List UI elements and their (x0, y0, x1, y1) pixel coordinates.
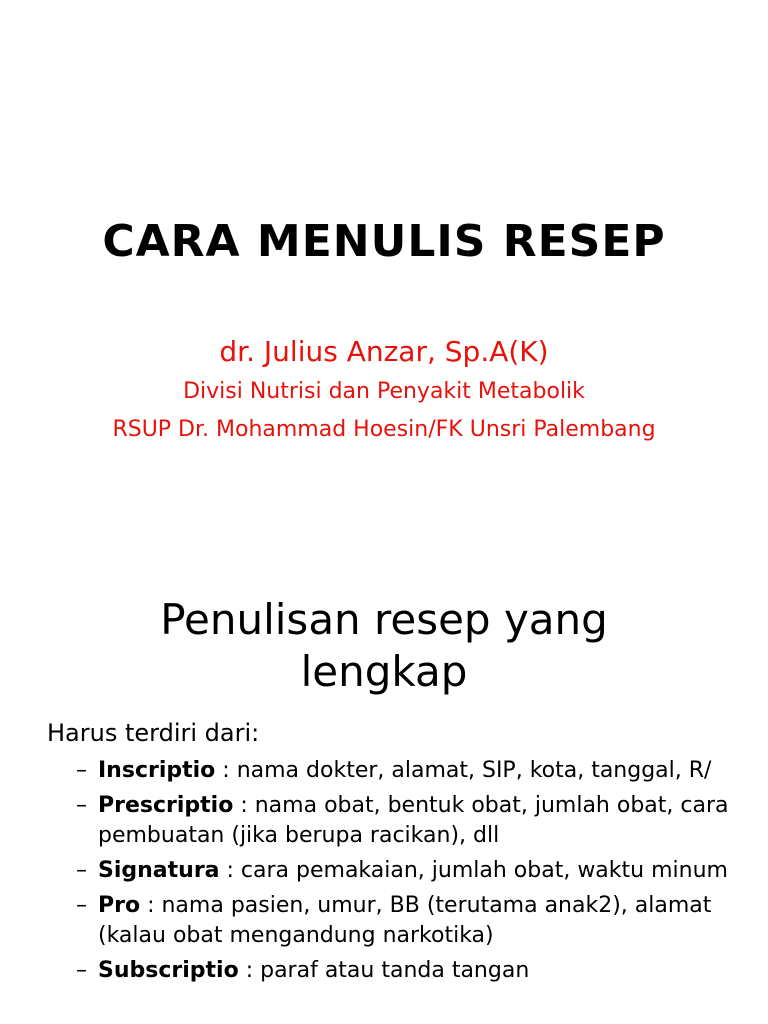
item-description: : cara pemakaian, jumlah obat, waktu minum (219, 858, 728, 883)
item-description: : paraf atau tanda tangan (238, 958, 530, 983)
author-name: dr. Julius Anzar, Sp.A(K) (219, 335, 549, 368)
item-term: Inscriptio (98, 758, 216, 783)
item-description: : nama pasien, umur, BB (terutama anak2), alamat (kalau obat mengandung narkotika) (98, 893, 712, 948)
item-term: Signatura (98, 858, 220, 883)
dash-bullet: – (76, 758, 87, 783)
item-term: Pro (98, 893, 141, 918)
item-term: Subscriptio (98, 958, 239, 983)
list-item (76, 856, 756, 886)
prescription-parts-list (76, 756, 756, 991)
author-hospital: RSUP Dr. Mohammad Hoesin/FK Unsri Palembang (112, 417, 656, 442)
list-item (76, 956, 756, 986)
item-term: Prescriptio (98, 793, 234, 818)
list-item (76, 756, 756, 786)
dash-bullet: – (76, 893, 87, 918)
intro-text: Harus terdiri dari: (47, 719, 260, 747)
list-item (76, 891, 756, 951)
dash-bullet: – (76, 958, 87, 983)
presentation-title: CARA MENULIS RESEP (102, 216, 666, 267)
author-division: Divisi Nutrisi dan Penyakit Metabolik (183, 379, 585, 404)
item-description: : nama dokter, alamat, SIP, kota, tanggal, R/ (215, 758, 712, 783)
slide-title: Penulisan resep yang lengkap (160, 595, 608, 696)
dash-bullet: – (76, 858, 87, 883)
dash-bullet: – (76, 793, 87, 818)
content-slide (0, 576, 768, 1024)
item-description: : nama obat, bentuk obat, jumlah obat, cara pembuatan (jika berupa racikan), dll (98, 793, 729, 848)
list-item (76, 791, 756, 851)
